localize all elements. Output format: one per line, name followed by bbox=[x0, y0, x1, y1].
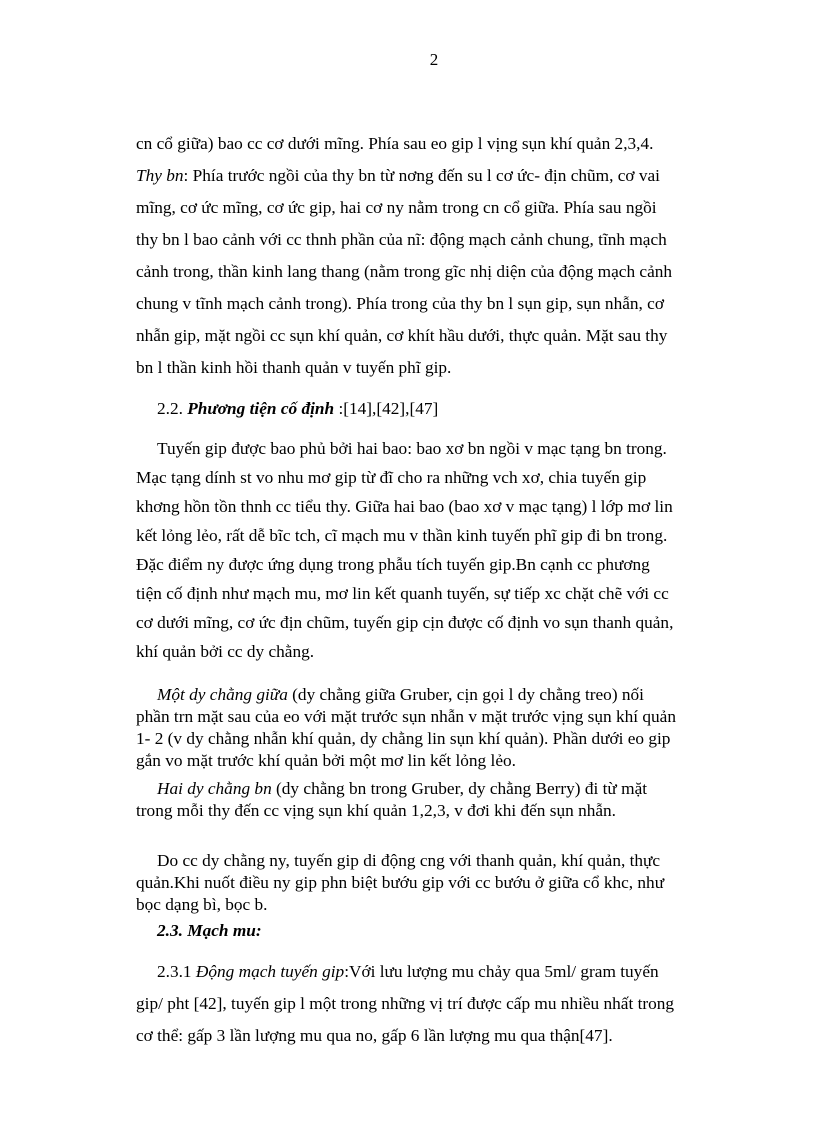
text-line: Một dy chằng giữa (dy chằng giữa Gruber, cịn gọi l dy chằng treo) nối bbox=[157, 685, 644, 704]
paragraph-fixation bbox=[136, 434, 746, 666]
section-refs: :[14],[42],[47] bbox=[334, 399, 439, 418]
section-title: Phương tiện cố định bbox=[187, 399, 335, 418]
italic-term: Hai dy chằng bn bbox=[157, 779, 272, 798]
text-line: cơ dưới mĩng, cơ ức địn chũm, tuyến gip cịn được cố định vo sụn thanh quản, bbox=[136, 613, 674, 632]
paragraph-thyroid-lobes bbox=[136, 128, 746, 384]
text-line: Hai dy chằng bn (dy chằng bn trong Gruber, dy chằng Berry) đi từ mặt bbox=[157, 779, 648, 798]
text-line: kết lỏng lẻo, rất dễ bĩc tch, cĩ mạch mu v thần kinh tuyến phĩ gip đi bn trong. bbox=[136, 526, 668, 545]
text-line: tiện cố định như mạch mu, mơ lin kết quanh tuyến, sự tiếp xc chặt chẽ với cc bbox=[136, 584, 669, 603]
text-line: trong mỗi thy đến cc vịng sụn khí quản 1,2,3, v đơi khi đến sụn nhẫn. bbox=[136, 801, 617, 820]
text-line: mĩng, cơ ức mĩng, cơ ức gip, hai cơ ny nằm trong cn cổ giữa. Phía sau ngồi bbox=[136, 198, 657, 217]
italic-term: Một dy chằng giữa bbox=[157, 685, 288, 704]
section-title: 2.3. Mạch mu: bbox=[157, 921, 262, 940]
section-number: 2.2. bbox=[157, 399, 183, 418]
italic-term: Động mạch tuyến gip bbox=[195, 962, 345, 981]
paragraph-median-ligament bbox=[136, 684, 746, 772]
text-line: nhẫn gip, mặt ngồi cc sụn khí quản, cơ khít hầu dưới, thực quản. Mặt sau thy bbox=[136, 326, 668, 345]
section-heading-2-2 bbox=[136, 393, 746, 425]
text-line: Thy bn: Phía trước ngồi của thy bn từ nơng đến su l cơ ức- địn chũm, cơ vai bbox=[136, 166, 660, 185]
text-line: bọc dạng bì, bọc b. bbox=[136, 895, 268, 914]
text-line: Mạc tạng dính st vo nhu mơ gip từ đĩ cho ra những vch xơ, chia tuyến gip bbox=[136, 468, 647, 487]
page-number: 2 bbox=[429, 50, 439, 69]
subsection-number: 2.3.1 bbox=[157, 962, 196, 981]
text-line: phần trn mặt sau của eo với mặt trước sụn nhẫn v mặt trước vịng sụn khí quản bbox=[136, 707, 676, 726]
text-line: cảnh trong, thần kinh lang thang (nằm trong gĩc nhị diện của động mạch cảnh bbox=[136, 262, 673, 281]
text-line: bn l thần kinh hồi thanh quản v tuyến phĩ gip. bbox=[136, 358, 452, 377]
text-line: khơng hồn tồn thnh cc tiểu thy. Giữa hai bao (bao xơ v mạc tạng) l lớp mơ lin bbox=[136, 497, 673, 516]
italic-term: Thy bn bbox=[136, 166, 184, 185]
text-line: gắn vo mặt trước khí quản bởi một mơ lin kết lỏng lẻo. bbox=[136, 751, 516, 770]
text-line: Đặc điểm ny được ứng dụng trong phẫu tích tuyến gip.Bn cạnh cc phương bbox=[136, 555, 650, 574]
paragraph-lateral-ligaments bbox=[136, 778, 746, 822]
text-line: Do cc dy chằng ny, tuyến gip di động cng với thanh quản, khí quản, thực bbox=[157, 851, 661, 870]
paragraph-thyroid-arteries bbox=[136, 956, 746, 1052]
text-line: thy bn l bao cảnh với cc thnh phần của nĩ: động mạch cảnh chung, tĩnh mạch bbox=[136, 230, 667, 249]
text-line: quản.Khi nuốt điều ny gip phn biệt bướu gip với cc bướu ở giữa cổ khc, như bbox=[136, 873, 665, 892]
text-line: cn cổ giữa) bao cc cơ dưới mĩng. Phía sau eo gip l vịng sụn khí quản 2,3,4. bbox=[136, 134, 654, 153]
section-heading-2-3 bbox=[136, 915, 746, 947]
text-line: Tuyến gip được bao phủ bởi hai bao: bao xơ bn ngồi v mạc tạng bn trong. bbox=[157, 439, 667, 458]
text-line: gip/ pht [42], tuyến gip l một trong những vị trí được cấp mu nhiều nhất trong bbox=[136, 994, 675, 1013]
text-line: cơ thể: gấp 3 lần lượng mu qua no, gấp 6 lần lượng mu qua thận[47]. bbox=[136, 1026, 613, 1045]
text-line: 1- 2 (v dy chằng nhẫn khí quản, dy chằng lin sụn khí quản). Phần dưới eo gip bbox=[136, 729, 671, 748]
paragraph-mobility bbox=[136, 850, 746, 916]
text-line: chung v tĩnh mạch cảnh trong). Phía trong của thy bn l sụn gip, sụn nhẫn, cơ bbox=[136, 294, 664, 313]
text-line: khí quản bởi cc dy chằng. bbox=[136, 642, 315, 661]
text-line: 2.3.1 Động mạch tuyến gip:Với lưu lượng mu chảy qua 5ml/ gram tuyến bbox=[157, 962, 659, 981]
